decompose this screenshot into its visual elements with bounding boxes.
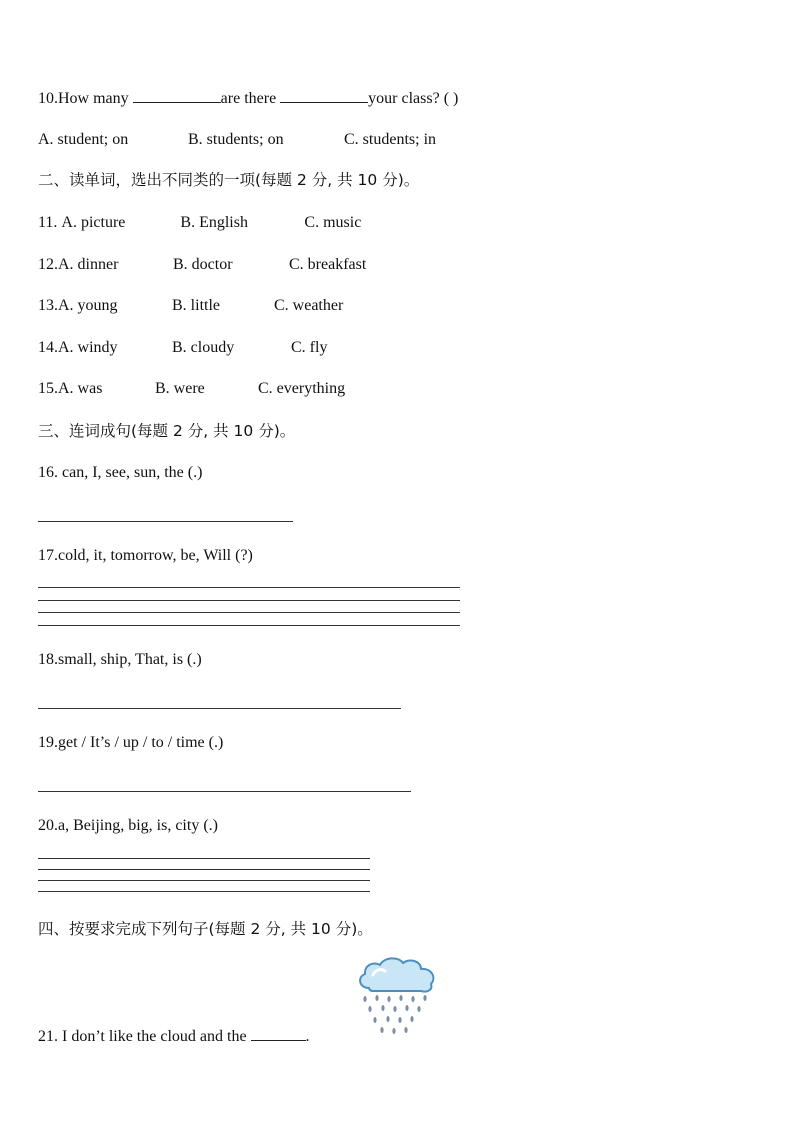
q10-option-c[interactable]: C. students; in <box>344 131 437 148</box>
rain-cloud-drawing <box>355 955 440 1040</box>
q13-number: 13. <box>38 297 58 314</box>
q14-option-b[interactable]: B. cloudy <box>172 339 235 356</box>
q21-blank[interactable] <box>251 1026 306 1041</box>
q12-option-a[interactable]: A. dinner <box>58 256 119 273</box>
q13-option-a[interactable]: A. young <box>58 297 118 314</box>
q15-option-c[interactable]: C. everything <box>258 380 346 397</box>
q17-answer-line-1[interactable] <box>38 587 460 588</box>
q13-option-b[interactable]: B. little <box>172 297 220 314</box>
q20-answer-line-3[interactable] <box>38 880 370 881</box>
q10-option-a[interactable]: A. student; on <box>38 131 129 148</box>
section-2-title: 二、读单词，选出不同类的一项(每题 2 分, 共 10 分)。 <box>38 171 420 189</box>
question-10 <box>38 88 458 109</box>
q13-option-c[interactable]: C. weather <box>274 297 344 314</box>
q11-number: 11. <box>38 214 62 231</box>
q16-answer-line[interactable] <box>38 521 293 522</box>
q10-text-post: your class? ( ) <box>368 90 459 107</box>
q19-answer-line[interactable] <box>38 791 411 792</box>
q17-answer-line-2[interactable] <box>38 600 460 601</box>
section-4-title: 四、按要求完成下列句子(每题 2 分, 共 10 分)。 <box>38 920 373 938</box>
q20-answer-line-2[interactable] <box>38 869 370 870</box>
question-15 <box>38 379 345 399</box>
question-12 <box>38 255 366 275</box>
q14-option-a[interactable]: A. windy <box>58 339 118 356</box>
q14-number: 14. <box>38 339 58 356</box>
q11-option-b[interactable]: B. English <box>180 214 248 231</box>
q20-answer-line-1[interactable] <box>38 858 370 859</box>
q21-text-post: . <box>305 1028 310 1045</box>
q10-text-mid: are there <box>220 90 281 107</box>
q15-option-a[interactable]: A. was <box>58 380 103 397</box>
q12-number: 12. <box>38 256 58 273</box>
q10-blank-1[interactable] <box>133 88 221 103</box>
question-18: 18.small, ship, That, is (.) <box>38 651 202 668</box>
question-11 <box>38 213 361 233</box>
question-21 <box>38 1026 310 1047</box>
q21-text-pre: 21. I don’t like the cloud and the <box>38 1028 251 1045</box>
question-14 <box>38 338 327 358</box>
q10-option-b[interactable]: B. students; on <box>188 131 284 148</box>
question-16: 16. can, I, see, sun, the (.) <box>38 464 203 481</box>
q18-answer-line[interactable] <box>38 708 401 709</box>
q10-blank-2[interactable] <box>280 88 368 103</box>
question-17: 17.cold, it, tomorrow, be, Will (?) <box>38 547 253 564</box>
q11-option-c[interactable]: C. music <box>304 214 362 231</box>
q17-answer-line-4[interactable] <box>38 625 460 626</box>
question-19: 19.get / It’s / up / to / time (.) <box>38 734 224 751</box>
q12-option-c[interactable]: C. breakfast <box>289 256 367 273</box>
q20-answer-line-4[interactable] <box>38 891 370 892</box>
question-20: 20.a, Beijing, big, is, city (.) <box>38 817 218 834</box>
section-3-title: 三、连词成句(每题 2 分, 共 10 分)。 <box>38 422 296 440</box>
q14-option-c[interactable]: C. fly <box>291 339 328 356</box>
question-13 <box>38 296 343 316</box>
q15-number: 15. <box>38 380 58 397</box>
rain-cloud-icon <box>355 955 440 1040</box>
q10-options <box>38 130 436 150</box>
q15-option-b[interactable]: B. were <box>155 380 205 397</box>
q10-text-pre: 10.How many <box>38 90 133 107</box>
q12-option-b[interactable]: B. doctor <box>173 256 233 273</box>
q11-option-a[interactable]: A. picture <box>61 214 126 231</box>
q17-answer-line-3[interactable] <box>38 612 460 613</box>
